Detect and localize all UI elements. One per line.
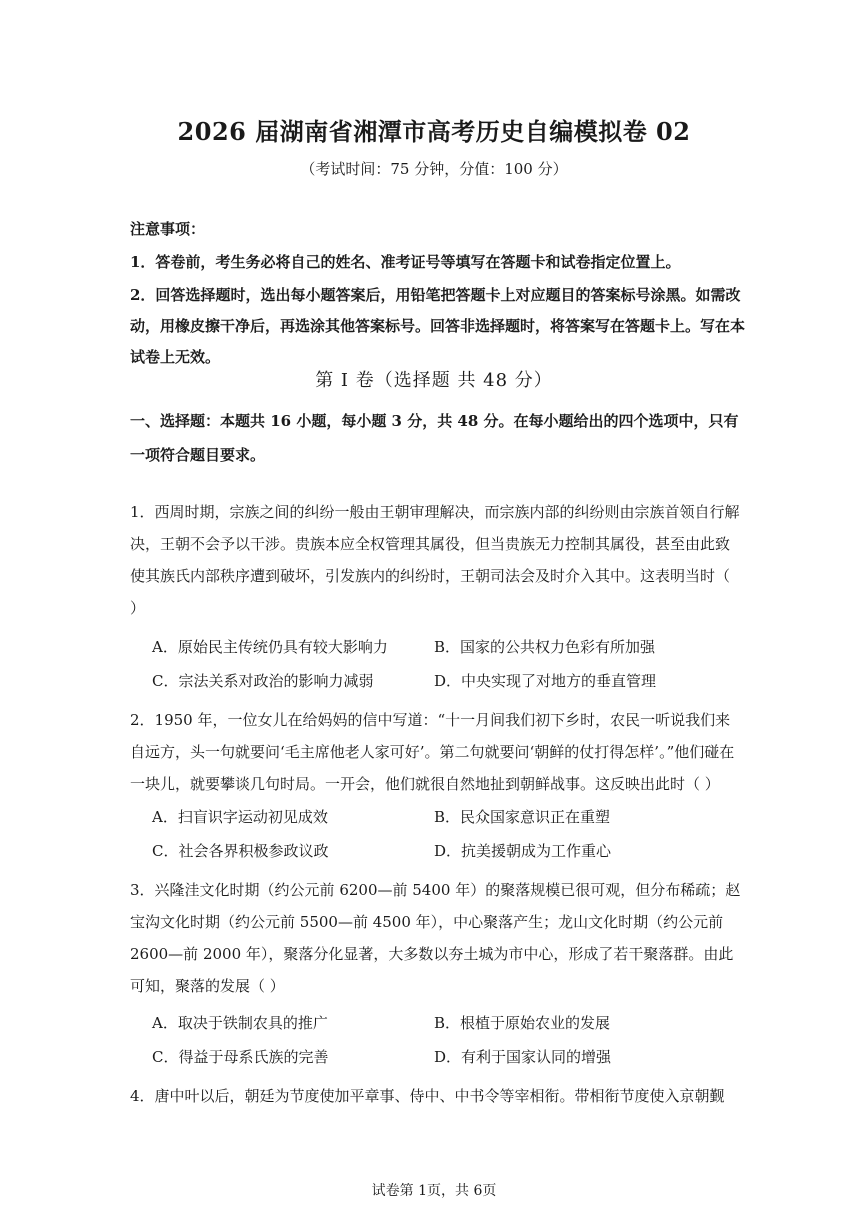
question-2-option-d[interactable]: D．抗美援朝成为工作重心: [434, 842, 612, 860]
question-1-option-c[interactable]: C．宗法关系对政治的影响力减弱: [152, 672, 374, 690]
question-3-options-row-1: [152, 1012, 752, 1042]
question-1-option-b[interactable]: B．国家的公共权力色彩有所加强: [434, 638, 656, 656]
question-1-options-row-1: [152, 636, 752, 666]
question-3-option-c[interactable]: C．得益于母系氏族的完善: [152, 1048, 329, 1066]
question-1-option-d[interactable]: D．中央实现了对地方的垂直管理: [434, 672, 657, 690]
exam-subtitle: （考试时间：75 分钟，分值：100 分）: [300, 160, 568, 178]
exam-title: 2026 届湖南省湘潭市高考历史自编模拟卷 02: [177, 117, 691, 146]
question-3-option-b[interactable]: B．根植于原始农业的发展: [434, 1014, 611, 1032]
question-3-stem: 3．兴隆洼文化时期（约公元前 6200—前 5400 年）的聚落规模已很可观，但分布稀疏；赵宝沟文化时期（约公元前 5500—前 4500 年），中心聚落产生；龙山文化时期（约公元前 2600—前 2000 年），聚落分化显著，大多数以夯土城为市中心，形成了若干聚落群。由此可知，聚落的发展（ ）: [130, 881, 741, 995]
section-instruction-block: [130, 404, 750, 472]
question-2-option-b[interactable]: B．民众国家意识正在重塑: [434, 808, 611, 826]
question-1-stem: 1．西周时期，宗族之间的纠纷一般由王朝审理解决，而宗族内部的纠纷则由宗族首领自行解决，王朝不会予以干涉。贵族本应全权管理其属役，但当贵族无力控制其属役，甚至由此致使其族氏内部秩序遭到破坏，引发族内的纠纷时，王朝司法会及时介入其中。这表明当时（ ）: [130, 503, 740, 617]
notice-item-2: 2．回答选择题时，选出每小题答案后，用铅笔把答题卡上对应题目的答案标号涂黑。如需改动，用橡皮擦干净后，再选涂其他答案标号。回答非选择题时，将答案写在答题卡上。写在本试卷上无效。: [130, 286, 746, 366]
question-2-option-a[interactable]: A．扫盲识字运动初见成效: [152, 808, 328, 826]
question-2-options-row-2: [152, 840, 752, 870]
question-4-stem: 4．唐中叶以后，朝廷为节度使加平章事、侍中、中书令等宰相衔。带相衔节度使入京朝觐: [130, 1087, 725, 1105]
notice-item-1: 1．答卷前，考生务必将自己的姓名、准考证号等填写在答题卡和试卷指定位置上。: [130, 253, 681, 271]
question-2-options-row-1: [152, 806, 752, 836]
question-1-option-a[interactable]: A．原始民主传统仍具有较大影响力: [152, 638, 388, 656]
question-3-options-row-2: [152, 1046, 752, 1076]
notice-block: [130, 214, 750, 373]
question-2-option-c[interactable]: C．社会各界积极参政议政: [152, 842, 329, 860]
question-3-option-d[interactable]: D．有利于国家认同的增强: [434, 1048, 612, 1066]
section-instruction: 一、选择题：本题共 16 小题，每小题 3 分，共 48 分。在每小题给出的四个选项中，只有一项符合题目要求。: [130, 412, 739, 464]
question-1-options-row-2: [152, 670, 752, 700]
question-2-stem: 2．1950 年，一位女儿在给妈妈的信中写道：“十一月间我们初下乡时，农民一听说我们来自远方，头一句就要问‘毛主席他老人家可好’。第二句就要问‘朝鲜的仗打得怎样’。”他们碰在一块儿，就要攀谈几句时局。一开会，他们就很自然地扯到朝鲜战事。这反映出此时（ ）: [130, 711, 735, 793]
page-footer: 试卷第 1页，共 6页: [371, 1183, 497, 1199]
notice-heading: 注意事项：: [130, 220, 206, 238]
question-3-option-a[interactable]: A．取决于铁制农具的推广: [152, 1014, 328, 1032]
section-title: 第 I 卷（选择题 共 48 分）: [315, 370, 553, 391]
